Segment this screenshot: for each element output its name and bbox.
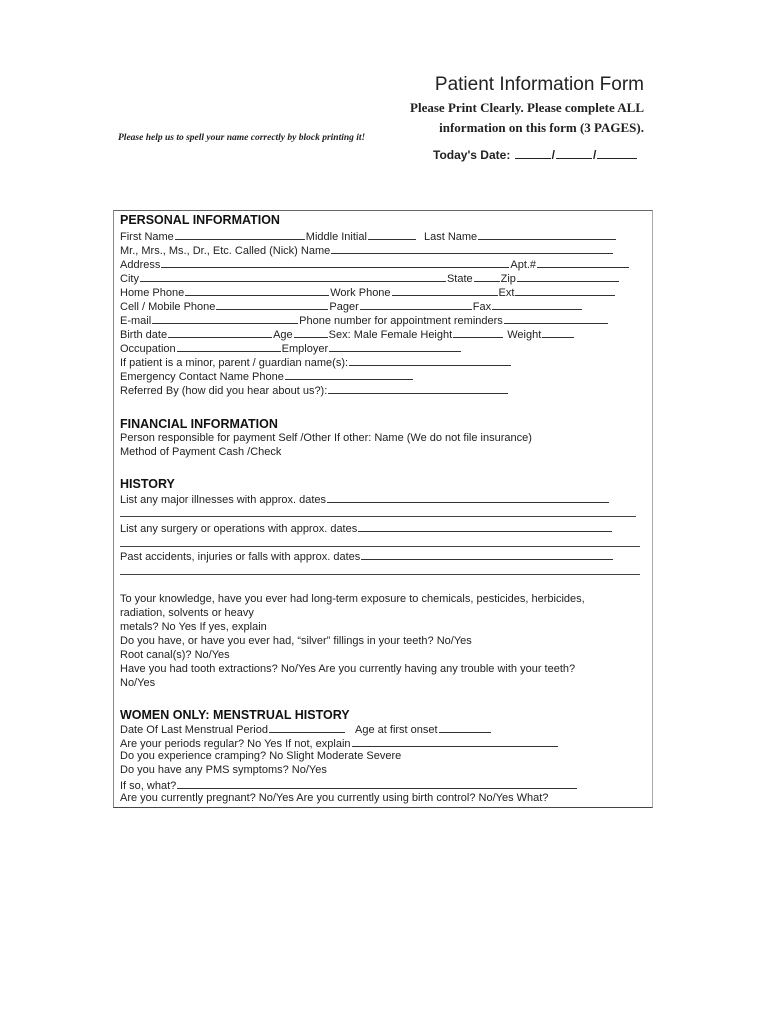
instruction-line-1: Please Print Clearly. Please complete ALL <box>410 100 644 115</box>
form-header <box>410 74 644 136</box>
birth-row <box>120 327 575 342</box>
address-row <box>120 257 630 272</box>
apt-field[interactable] <box>537 257 629 268</box>
first-name-label: First Name <box>120 231 174 243</box>
birth-date-field[interactable] <box>168 327 272 338</box>
city-field[interactable] <box>140 271 446 282</box>
illnesses-field[interactable] <box>327 492 609 503</box>
home-phone-field[interactable] <box>185 285 329 296</box>
date-separator: / <box>551 148 556 162</box>
first-onset-label: Age at first onset <box>355 724 438 736</box>
work-phone-field[interactable] <box>392 285 498 296</box>
emergency-row <box>120 369 414 384</box>
regular-label: Are your periods regular? No Yes If not, explain <box>120 738 351 750</box>
pager-field[interactable] <box>360 299 472 310</box>
email-label: E-mail <box>120 315 152 327</box>
height-field[interactable] <box>453 327 503 338</box>
employer-label: Employer <box>281 343 329 355</box>
appt-phone-label: Phone number for appointment reminders <box>299 315 503 327</box>
pregnant-question: Are you currently pregnant? No/Yes Are you currently using birth control? No/Yes What? <box>120 792 549 804</box>
if-so-field[interactable] <box>177 778 577 789</box>
cramping-question: Do you experience cramping? No Slight Moderate Severe <box>120 750 402 762</box>
if-so-label: If so, what? <box>120 780 177 792</box>
state-field[interactable] <box>474 271 500 282</box>
email-field[interactable] <box>152 313 298 324</box>
ext-label: Ext <box>498 287 515 299</box>
cell-phone-row <box>120 299 583 314</box>
date-year-field[interactable] <box>597 147 637 159</box>
guardian-field[interactable] <box>349 355 511 366</box>
nickname-label: Mr., Mrs., Ms., Dr., Etc. Called (Nick) Name <box>120 245 331 257</box>
middle-initial-label: Middle Initial <box>305 231 367 243</box>
city-label: City <box>120 273 139 285</box>
exposure-line-3: metals? No Yes If yes, explain <box>120 621 267 633</box>
fillings-question: Do you have, or have you ever had, “silver” fillings in your teeth? No/Yes <box>120 635 472 647</box>
date-separator: / <box>593 148 597 162</box>
last-name-label: Last Name <box>423 231 478 243</box>
last-period-label: Date Of Last Menstrual Period <box>120 724 268 736</box>
pager-label: Pager <box>329 301 359 313</box>
extractions-question: Have you had tooth extractions? No/Yes Are you currently having any trouble with your teeth? <box>120 663 576 675</box>
referred-label: Referred By (how did you hear about us?): <box>120 385 328 397</box>
name-row <box>120 229 617 244</box>
illnesses-label: List any major illnesses with approx. dates <box>120 494 327 506</box>
referred-field[interactable] <box>328 383 508 394</box>
if-so-row <box>120 778 578 793</box>
exposure-line-2: radiation, solvents or heavy <box>120 607 254 619</box>
sex-height-label: Sex: Male Female Height <box>328 329 453 341</box>
surgery-field[interactable] <box>358 521 612 532</box>
accidents-label: Past accidents, injuries or falls with approx. dates <box>120 551 361 563</box>
first-onset-field[interactable] <box>439 722 491 733</box>
extractions-answer: No/Yes <box>120 677 156 689</box>
form-title: Patient Information Form <box>434 74 644 95</box>
occupation-label: Occupation <box>120 343 176 355</box>
fax-label: Fax <box>472 301 492 313</box>
todays-date-row <box>433 147 638 162</box>
guardian-label: If patient is a minor, parent / guardian name(s): <box>120 357 349 369</box>
city-row <box>120 271 620 286</box>
last-period-row <box>120 722 492 737</box>
menstrual-history-heading: WOMEN ONLY: MENSTRUAL HISTORY <box>120 708 350 722</box>
weight-label: Weight <box>507 329 542 341</box>
payment-method: Method of Payment Cash /Check <box>120 446 282 458</box>
nickname-field[interactable] <box>331 243 613 254</box>
spelling-note: Please help us to spell your name correctly by block printing it! <box>118 133 366 143</box>
pms-question: Do you have any PMS symptoms? No/Yes <box>120 764 327 776</box>
todays-date-label: Today's Date: <box>433 148 511 162</box>
home-phone-row <box>120 285 616 300</box>
surgery-row <box>120 521 613 536</box>
work-phone-label: Work Phone <box>330 287 391 299</box>
history-heading: HISTORY <box>120 477 175 491</box>
illnesses-extra-line[interactable] <box>120 516 636 517</box>
apt-label: Apt.# <box>510 259 537 271</box>
financial-info-heading: FINANCIAL INFORMATION <box>120 417 278 431</box>
ext-field[interactable] <box>515 285 615 296</box>
first-name-field[interactable] <box>175 229 305 240</box>
occupation-field[interactable] <box>177 341 281 352</box>
date-day-field[interactable] <box>556 147 592 159</box>
exposure-line-1: To your knowledge, have you ever had long-term exposure to chemicals, pesticides, herbicides, <box>120 593 585 605</box>
zip-label: Zip <box>500 273 516 285</box>
occupation-row <box>120 341 462 356</box>
surgery-extra-line[interactable] <box>120 546 640 547</box>
weight-field[interactable] <box>542 327 574 338</box>
home-phone-label: Home Phone <box>120 287 185 299</box>
referred-row <box>120 383 509 398</box>
email-row <box>120 313 609 328</box>
accidents-field[interactable] <box>361 549 613 560</box>
age-field[interactable] <box>294 327 328 338</box>
zip-field[interactable] <box>517 271 619 282</box>
surgery-label: List any surgery or operations with approx. dates <box>120 523 358 535</box>
middle-initial-field[interactable] <box>368 229 416 240</box>
accidents-extra-line[interactable] <box>120 574 640 575</box>
payment-responsible: Person responsible for payment Self /Other If other: Name (We do not file insurance) <box>120 432 532 444</box>
last-period-field[interactable] <box>269 722 345 733</box>
root-canal-question: Root canal(s)? No/Yes <box>120 649 230 661</box>
emergency-field[interactable] <box>285 369 413 380</box>
employer-field[interactable] <box>329 341 461 352</box>
address-field[interactable] <box>161 257 509 268</box>
regular-row <box>120 736 559 751</box>
illnesses-row <box>120 492 610 507</box>
nickname-row <box>120 243 614 258</box>
address-label: Address <box>120 259 161 271</box>
appt-phone-field[interactable] <box>504 313 608 324</box>
guardian-row <box>120 355 512 370</box>
accidents-row <box>120 549 614 564</box>
regular-field[interactable] <box>352 736 558 747</box>
last-name-field[interactable] <box>478 229 616 240</box>
age-label: Age <box>273 329 293 341</box>
emergency-label: Emergency Contact Name Phone <box>120 371 284 383</box>
instruction-line-2: information on this form (3 PAGES). <box>439 120 644 135</box>
birth-date-label: Birth date <box>120 329 168 341</box>
personal-info-heading: PERSONAL INFORMATION <box>120 213 280 227</box>
fax-field[interactable] <box>492 299 582 310</box>
cell-phone-field[interactable] <box>216 299 328 310</box>
state-label: State <box>446 273 473 285</box>
cell-phone-label: Cell / Mobile Phone <box>120 301 216 313</box>
date-month-field[interactable] <box>515 147 551 159</box>
